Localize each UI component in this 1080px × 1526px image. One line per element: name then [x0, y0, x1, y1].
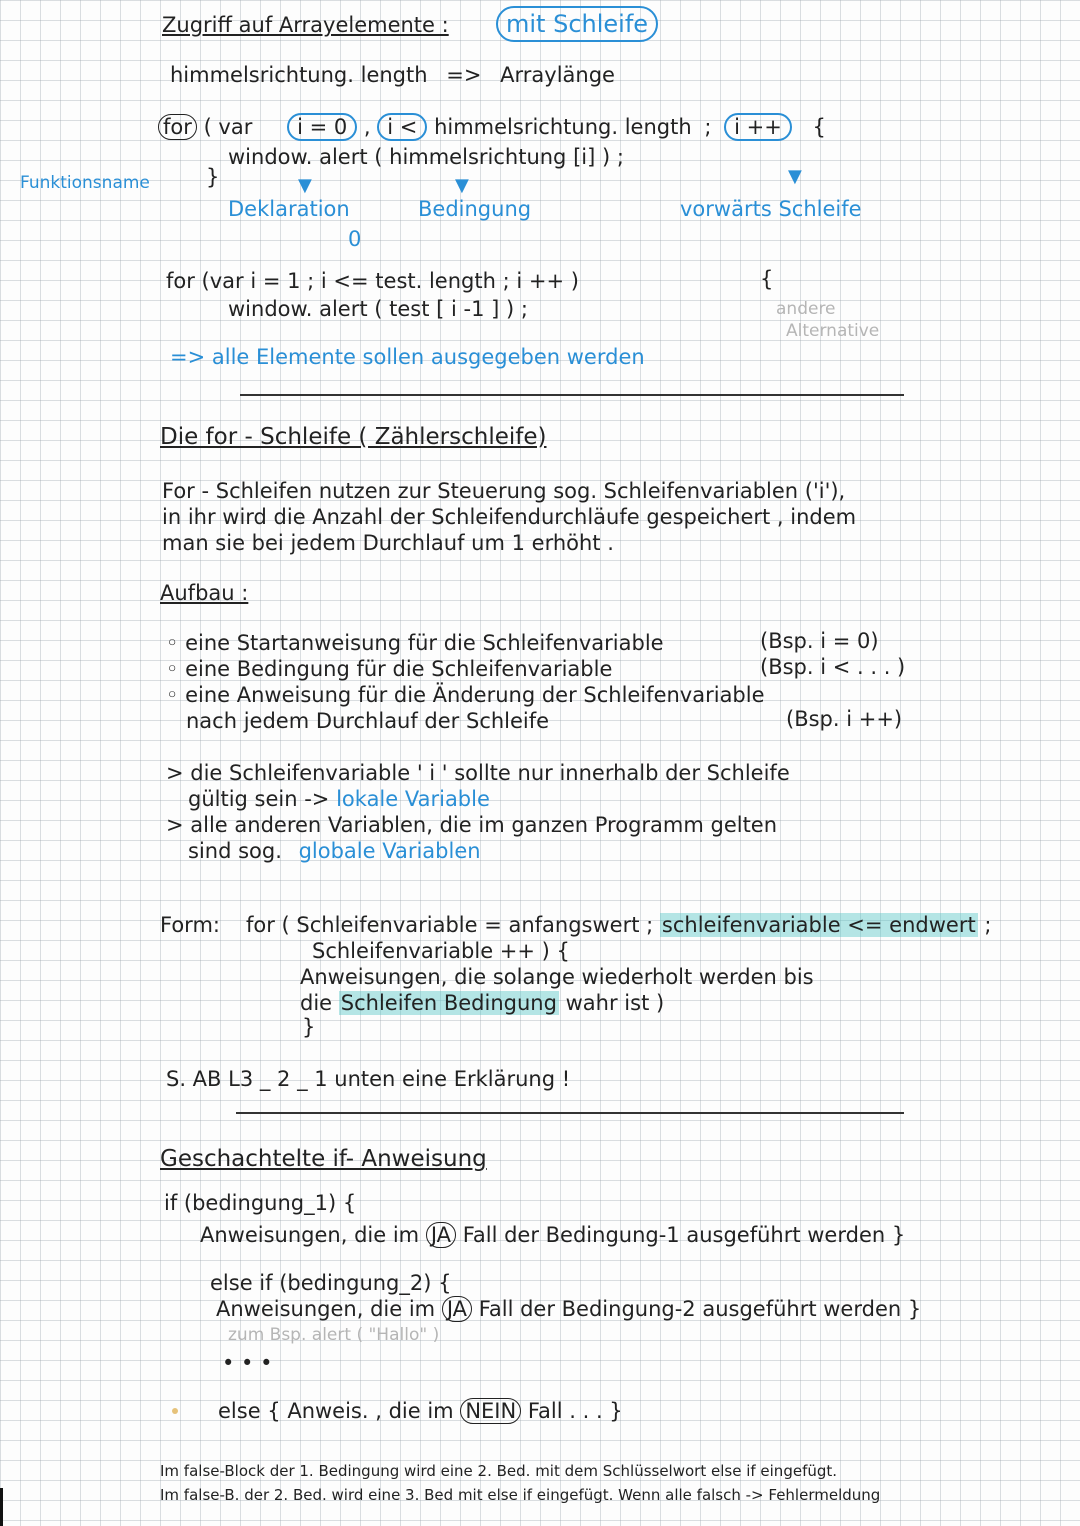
bullet-start-example: (Bsp. i = 0): [760, 629, 879, 653]
term-local-variable: lokale Variable: [336, 787, 490, 811]
section-divider: [236, 1112, 904, 1114]
summary-line-2: Im false-B. der 2. Bed. wird eine 3. Bed mit else if eingefügt. Wenn alle falsch -> Fehlermeldung: [160, 1486, 881, 1504]
form-line-3: Anweisungen, die solange wiederholt werden bis: [300, 965, 814, 989]
no-case-badge: NEIN: [460, 1398, 521, 1424]
margin-label-function-name: Funktionsname: [20, 173, 150, 193]
highlighted-loop-condition: Schleifen Bedingung: [340, 991, 557, 1015]
bullet-change-example: (Bsp. i ++): [786, 707, 903, 731]
yes-case-badge: JA: [426, 1222, 456, 1248]
bullet-change-statement: [166, 682, 765, 708]
bullet-icon: ◦: [166, 631, 186, 655]
else-if-body: Anweisungen, die im JA Fall der Bedingung-2 ausgeführt werden }: [216, 1297, 922, 1321]
else-line: else { Anweis. , die im NEIN Fall . . . }: [218, 1399, 623, 1423]
for-open: ( var: [203, 115, 253, 139]
if-line: if (bedingung_1) {: [164, 1191, 357, 1215]
condition-part: i <: [377, 113, 427, 141]
alt-body-line: window. alert ( test [ i -1 ] ) ;: [228, 297, 528, 321]
alt-result-note: => alle Elemente sollen ausgegeben werden: [170, 345, 645, 369]
bullet-icon: ◦: [166, 683, 186, 707]
form-line-1: for ( Schleifenvariable = anfangswert ; schleifenvariable <= endwert ;: [246, 913, 992, 937]
heading-tag-loop: mit Schleife: [496, 6, 658, 42]
continuation-dots: • • •: [222, 1351, 273, 1375]
highlighted-condition: schleifenvariable <= endwert: [661, 913, 976, 937]
alt-note-other: andere: [776, 299, 836, 319]
length-meaning: Arraylänge: [500, 63, 615, 87]
form-line-2: Schleifenvariable ++ ) {: [312, 939, 570, 963]
arrow-down-icon: ▼: [455, 175, 469, 196]
for-open-brace: {: [812, 115, 826, 139]
array-length-line: [170, 62, 615, 88]
page-edge-mark: [0, 1488, 3, 1526]
heading-text: Zugriff auf Arrayelemente :: [162, 13, 449, 37]
bullet-text: eine Anweisung für die Änderung der Schleifenvariable: [185, 683, 765, 707]
section-heading-nested-if: Geschachtelte if- Anweisung: [160, 1146, 487, 1172]
declaration-part: i = 0: [287, 113, 357, 141]
form-label: Form:: [160, 913, 220, 937]
summary-line-1: Im false-Block der 1. Bedingung wird eine 2. Bed. mit dem Schlüsselwort else if eingefügt.: [160, 1462, 838, 1480]
intro-line-1: For - Schleifen nutzen zur Steuerung sog. Schleifenvariablen ('i'),: [162, 479, 846, 503]
yes-case-badge: JA: [442, 1296, 472, 1322]
alt-note-alternative: Alternative: [786, 321, 880, 341]
note-local-variable: > die Schleifenvariable ' i ' sollte nur innerhalb der Schleife: [166, 761, 790, 785]
arrow-down-icon: ▼: [298, 175, 312, 196]
label-forward-loop: vorwärts Schleife: [680, 197, 862, 221]
length-code: himmelsrichtung. length: [170, 63, 428, 87]
worksheet-reference: S. AB L3 _ 2 _ 1 unten eine Erklärung !: [166, 1067, 571, 1091]
alt-for-header: for (var i = 1 ; i <= test. length ; i ++ ): [166, 269, 579, 293]
condition-rest: himmelsrichtung. length: [434, 115, 692, 139]
form-line-5: }: [302, 1015, 316, 1039]
note-global-variable-2: sind sog. globale Variablen: [188, 839, 481, 863]
bullet-condition: [166, 656, 612, 682]
for-loop-header: for ( var i = 0 , i < himmelsrichtung. length ; i ++ {: [158, 114, 826, 140]
for-keyword: for: [158, 114, 197, 140]
section-divider: [240, 394, 904, 396]
label-condition: Bedingung: [418, 197, 532, 221]
example-alert: zum Bsp. alert ( "Hallo" ): [228, 1325, 440, 1345]
label-declaration: Deklaration: [228, 197, 350, 221]
if-body: Anweisungen, die im JA Fall der Bedingung-1 ausgeführt werden }: [200, 1223, 906, 1247]
increment-part: i ++: [724, 113, 792, 141]
form-line-4: die Schleifen Bedingung wahr ist ): [300, 991, 665, 1015]
for-body-line: window. alert ( himmelsrichtung [i] ) ;: [228, 145, 624, 169]
bullet-change-continued: nach jedem Durchlauf der Schleife: [186, 709, 550, 733]
intro-line-3: man sie bei jedem Durchlauf um 1 erhöht .: [162, 531, 614, 555]
note-local-variable-2: gültig sein -> lokale Variable: [188, 787, 490, 811]
arrow-down-icon: ▼: [788, 166, 802, 187]
structure-heading: Aufbau :: [160, 581, 249, 605]
alt-zero-note: 0: [348, 227, 362, 251]
bullet-text: eine Bedingung für die Schleifenvariable: [185, 657, 613, 681]
for-closing-brace: }: [206, 165, 220, 189]
bullet-text: eine Startanweisung für die Schleifenvariable: [185, 631, 664, 655]
term-global-variable: globale Variablen: [298, 839, 481, 863]
arrow-symbol: =>: [446, 63, 482, 87]
bullet-condition-example: (Bsp. i < . . . ): [760, 655, 906, 679]
note-global-variable: > alle anderen Variablen, die im ganzen Programm gelten: [166, 813, 778, 837]
bullet-start-statement: [166, 630, 664, 656]
section-heading-array-access: [162, 12, 449, 38]
alt-open-brace: {: [760, 267, 774, 291]
intro-line-2: in ihr wird die Anzahl der Schleifendurchläufe gespeichert , indem: [162, 505, 857, 529]
bullet-icon: ◦: [166, 657, 186, 681]
else-if-line: else if (bedingung_2) {: [210, 1271, 452, 1295]
section-heading-for-loop: Die for - Schleife ( Zählerschleife): [160, 424, 547, 450]
margin-dot: [172, 1408, 178, 1414]
